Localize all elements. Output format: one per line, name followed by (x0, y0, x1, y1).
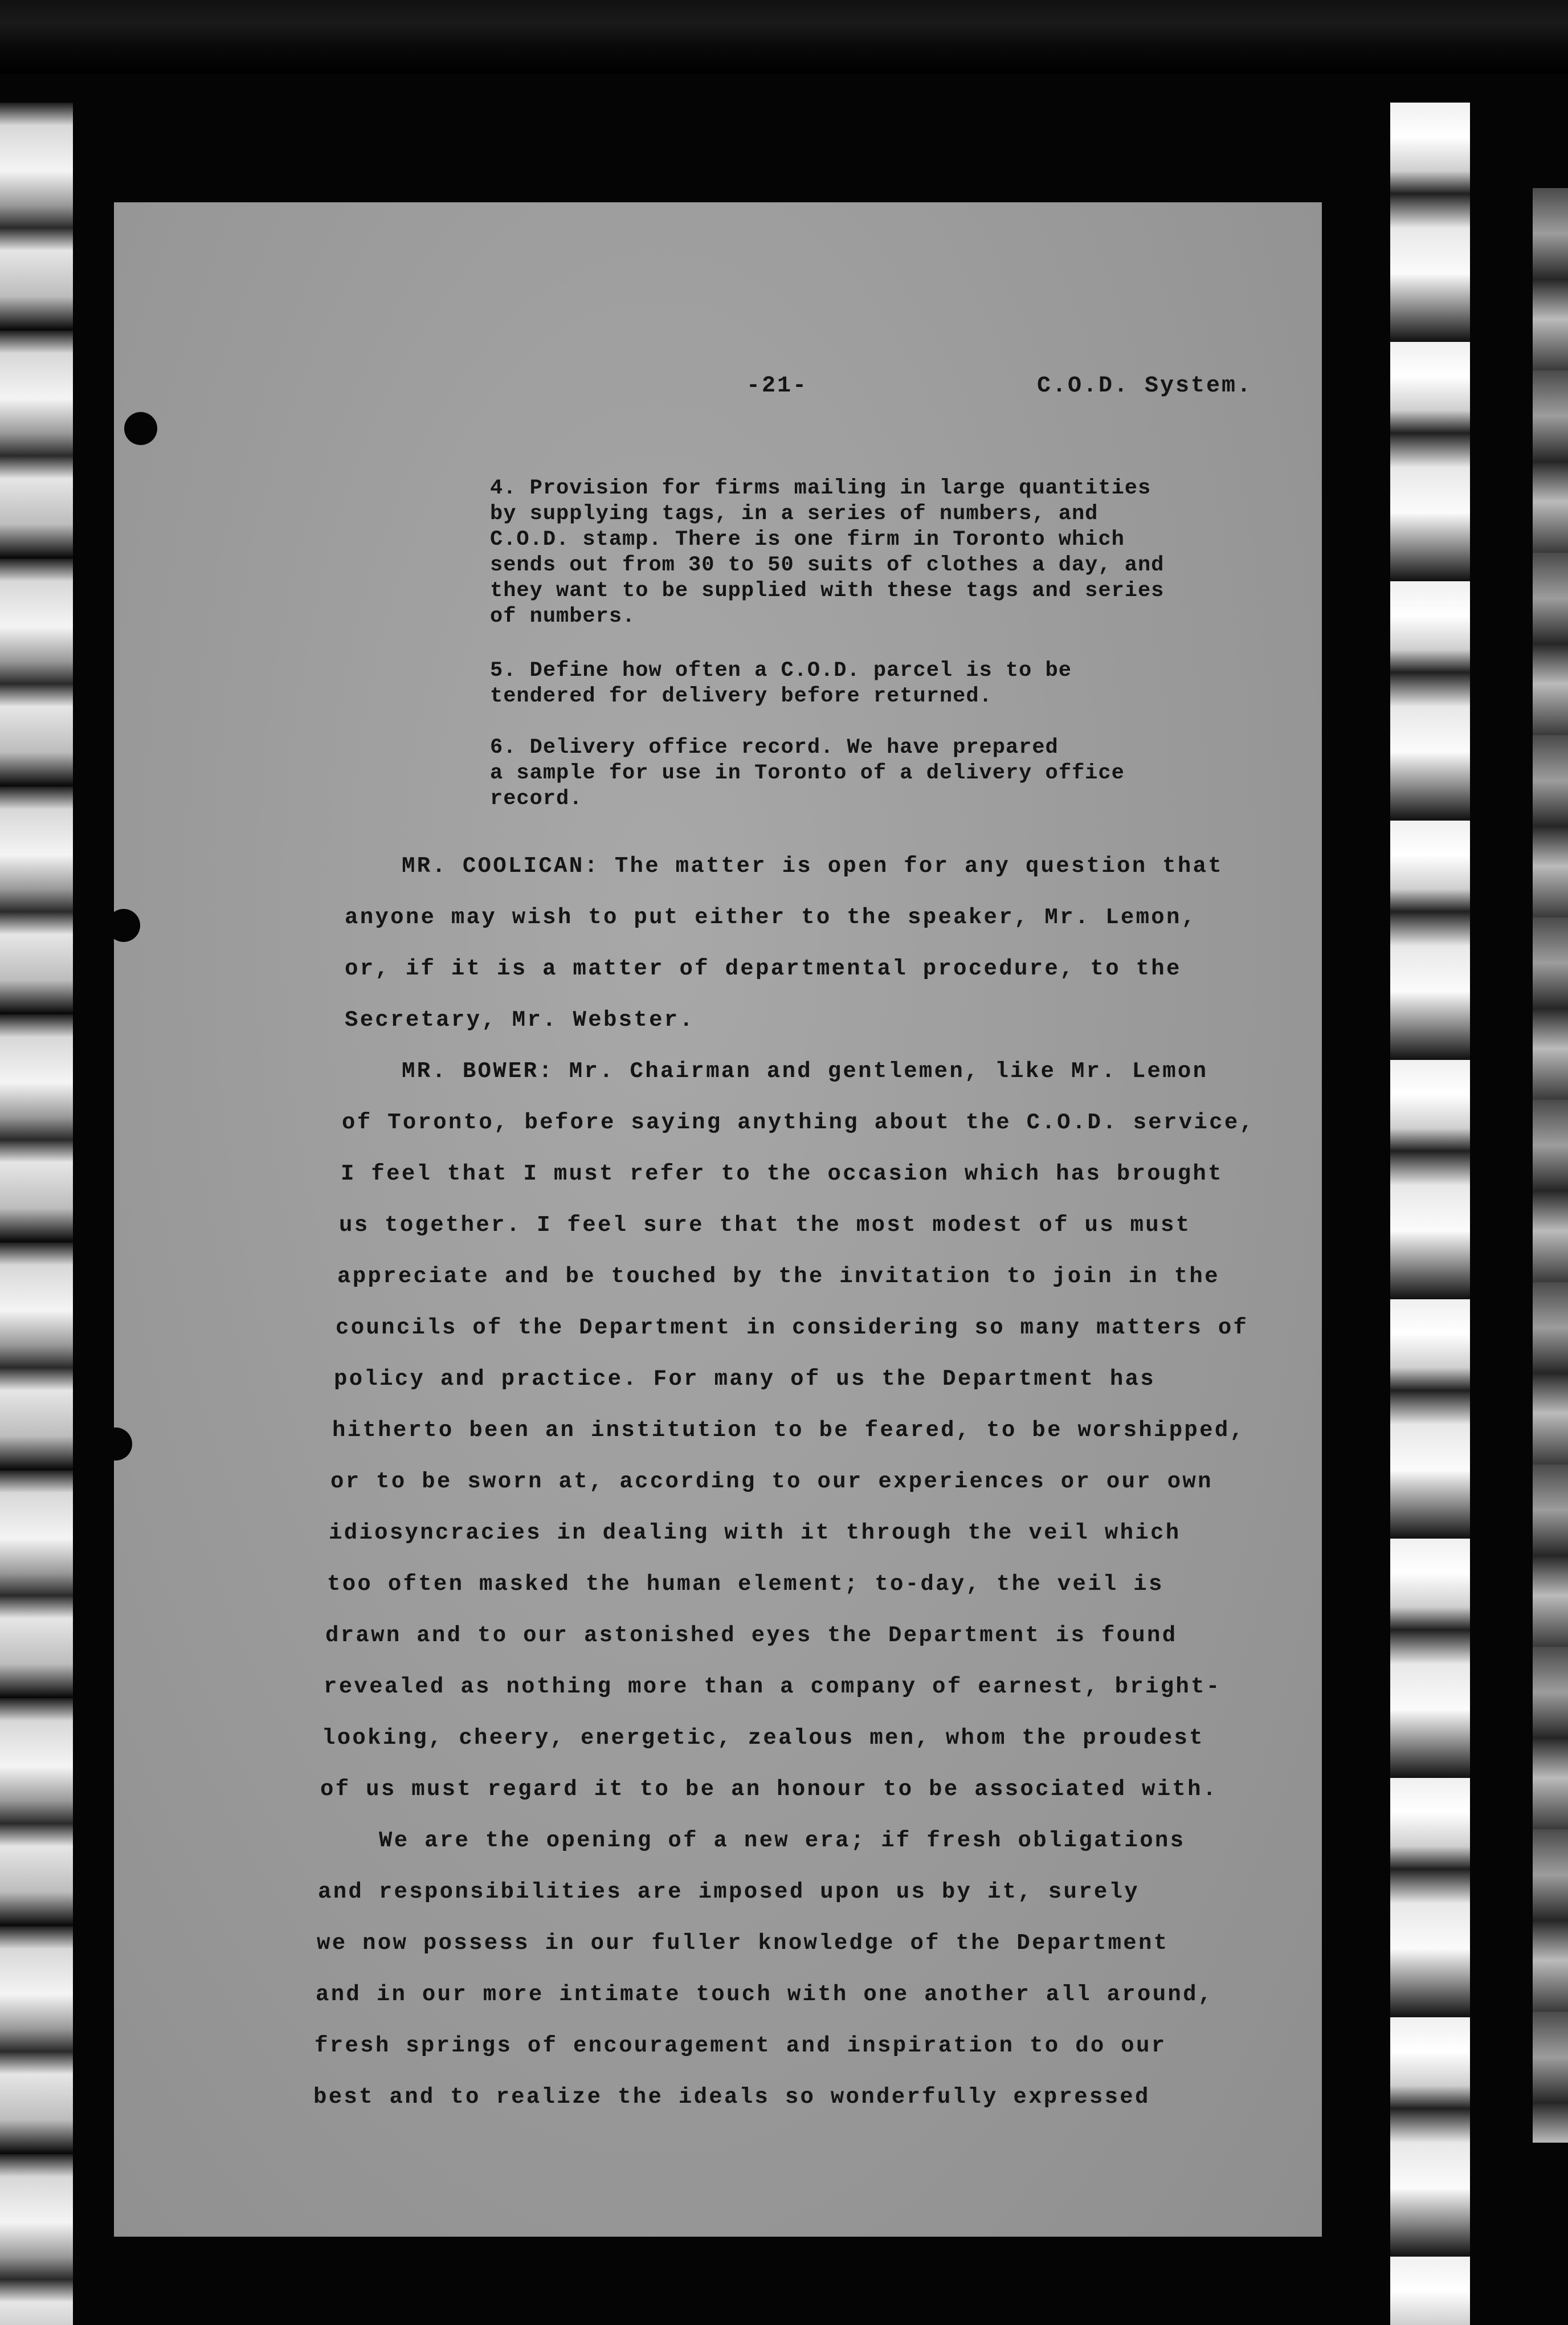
body-line: idiosyncracies in dealing with it through the veil which (329, 1520, 1181, 1545)
item-line: a sample for use in Toronto of a delivery office (490, 761, 1125, 785)
film-right-edge (1390, 103, 1470, 2325)
item-line: by supplying tags, in a series of numbers, and (490, 502, 1099, 526)
body-line: or, if it is a matter of departmental procedure, to the (345, 956, 1182, 981)
list-item-6 (490, 735, 1293, 812)
item-line: sends out from 30 to 50 suits of clothes a day, and (490, 553, 1165, 577)
body-line: We are the opening of a new era; if fresh obligations (379, 1828, 1186, 1853)
punch-hole-1 (124, 412, 157, 445)
page-number: -21- (746, 373, 808, 399)
document-page (114, 202, 1322, 2237)
body-line: revealed as nothing more than a company of earnest, bright- (324, 1674, 1222, 1699)
body-line: us together. I feel sure that the most modest of us must (339, 1213, 1191, 1238)
body-line: drawn and to our astonished eyes the Department is found (325, 1623, 1178, 1648)
body-line: MR. COOLICAN: The matter is open for any question that (402, 854, 1224, 879)
punch-hole-3 (99, 1427, 132, 1461)
body-line: I feel that I must refer to the occasion which has brought (341, 1161, 1223, 1186)
punch-hole-2 (107, 909, 140, 942)
body-line: of us must regard it to be an honour to be associated with. (320, 1777, 1218, 1802)
list-item-4 (490, 476, 1293, 630)
section-title: C.O.D. System. (1037, 373, 1253, 399)
body-line: and in our more intimate touch with one another all around, (316, 1982, 1214, 2007)
film-top-edge (0, 0, 1568, 74)
body-line: Secretary, Mr. Webster. (345, 1008, 695, 1033)
body-line: hitherto been an institution to be feared, to be worshipped, (332, 1418, 1246, 1443)
body-line: fresh springs of encouragement and inspiration to do our (315, 2033, 1167, 2058)
item-line: 5. Define how often a C.O.D. parcel is to be (490, 659, 1072, 683)
body-line: or to be sworn at, according to our experiences or our own (330, 1469, 1213, 1494)
body-line: MR. BOWER: Mr. Chairman and gentlemen, like Mr. Lemon (402, 1059, 1208, 1084)
body-line: of Toronto, before saying anything about the C.O.D. service, (342, 1110, 1255, 1135)
body-line: looking, cheery, energetic, zealous men, whom the proudest (322, 1726, 1204, 1751)
body-line: appreciate and be touched by the invitation to join in the (337, 1264, 1220, 1289)
item-line: 6. Delivery office record. We have prepared (490, 736, 1059, 760)
body-line: and responsibilities are imposed upon us by it, surely (318, 1879, 1140, 1904)
item-line: they want to be supplied with these tags and series (490, 579, 1165, 603)
body-line: anyone may wish to put either to the speaker, Mr. Lemon, (345, 905, 1197, 930)
body-line: too often masked the human element; to-day, the veil is (327, 1572, 1164, 1597)
body-line: councils of the Department in considering so many matters of (336, 1315, 1249, 1340)
item-line: 4. Provision for firms mailing in large quantities (490, 476, 1152, 500)
item-line: C.O.D. stamp. There is one firm in Toronto which (490, 528, 1125, 552)
film-left-edge (0, 103, 73, 2325)
item-line: tendered for delivery before returned. (490, 684, 993, 708)
body-line: policy and practice. For many of us the Department has (334, 1367, 1156, 1392)
list-item-5 (490, 658, 1293, 709)
item-line: of numbers. (490, 605, 636, 629)
body-line: we now possess in our fuller knowledge of the Department (317, 1931, 1169, 1956)
adjacent-frame-edge (1533, 188, 1568, 2143)
body-line: best and to realize the ideals so wonderfully expressed (313, 2085, 1150, 2110)
item-line: record. (490, 787, 583, 811)
